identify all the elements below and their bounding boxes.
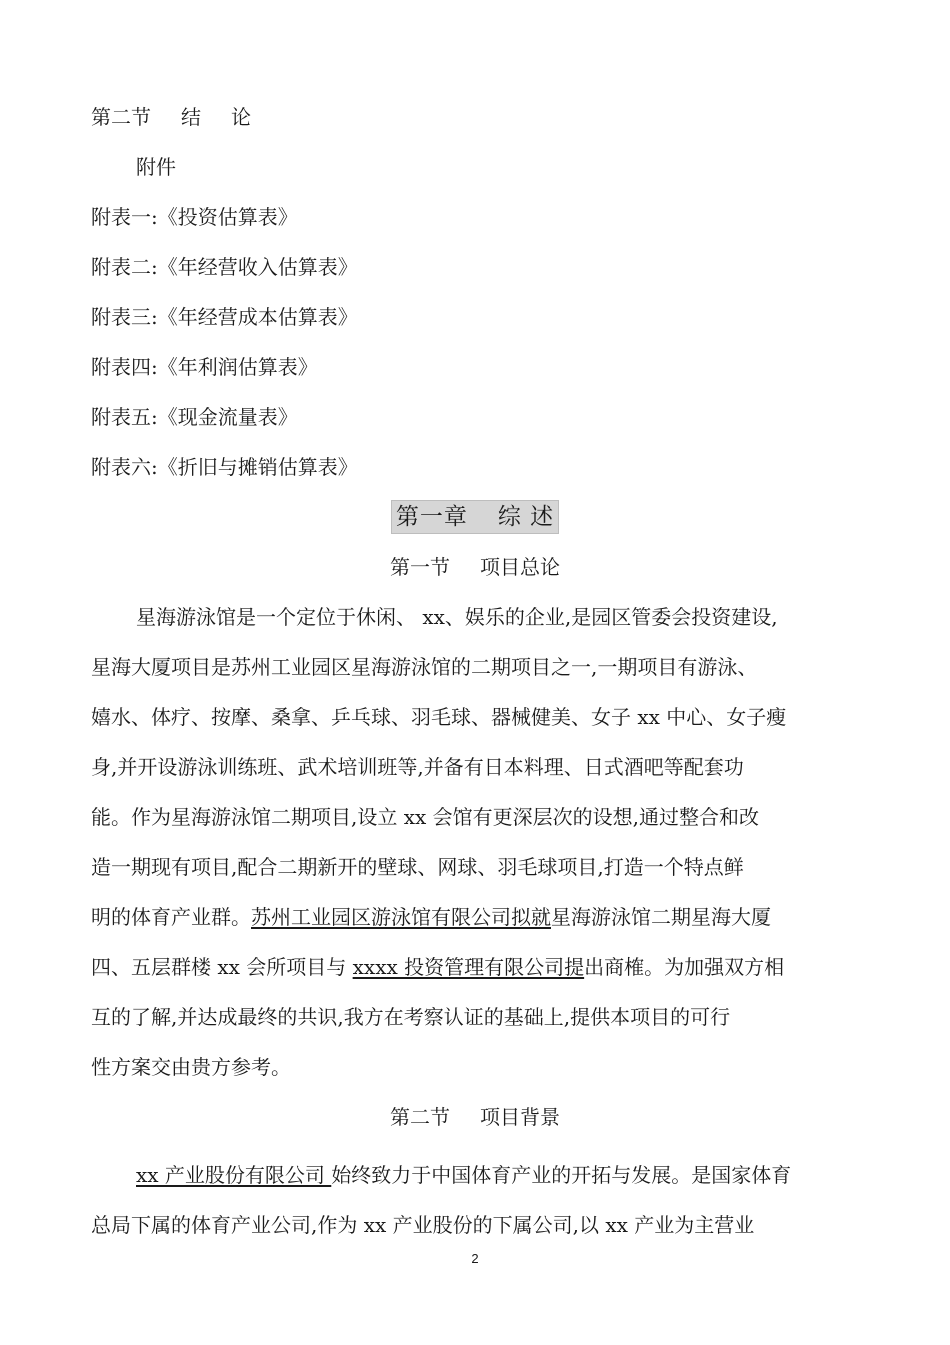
appendix-item: 附表三:《年经营成本估算表》: [91, 305, 358, 329]
text-run: 始终致力于中国体育产业的开拓与发展。是国家体育: [331, 1163, 792, 1187]
paragraph-line: [91, 903, 771, 931]
appendix-item: 附表一:《投资估算表》: [91, 205, 298, 229]
chapter-title: 综 述: [497, 504, 555, 530]
chapter-label: 第一章: [395, 504, 468, 530]
section-title-char: 论: [231, 105, 251, 129]
text-run: 出商榷。为加强双方相: [584, 955, 785, 979]
section-label: 第一节: [390, 555, 450, 579]
paragraph-line: 总局下属的体育产业公司,作为 xx 产业股份的下属公司,以 xx 产业为主营业: [91, 1213, 755, 1237]
appendix-item: 附表四:《年利润估算表》: [91, 355, 318, 379]
paragraph-line: 身,并开设游泳训练班、武术培训班等,并备有日本料理、日式酒吧等配套功: [91, 755, 744, 779]
toc-section-conclusion: [91, 103, 251, 131]
underlined-company-name: xxxx 投资管理有限公司提: [352, 955, 585, 979]
paragraph-line: 造一期现有项目,配合二期新开的壁球、网球、羽毛球项目,打造一个特点鲜: [91, 855, 744, 879]
paragraph-line: 能。作为星海游泳馆二期项目,设立 xx 会馆有更深层次的设想,通过整合和改: [91, 805, 759, 829]
paragraph-line: [136, 1161, 791, 1189]
underlined-company-name: 苏州工业园区游泳馆有限公司拟就: [251, 905, 551, 929]
chapter-heading: [0, 500, 950, 534]
text-run: 四、五层群楼 xx 会所项目与: [91, 955, 353, 979]
section-label: 第二节: [390, 1105, 450, 1129]
chapter-heading-highlight: [391, 500, 559, 534]
section-label: 第二节: [91, 105, 151, 129]
paragraph-line: 性方案交由贵方参考。: [91, 1055, 291, 1079]
paragraph-line: 星海大厦项目是苏州工业园区星海游泳馆的二期项目之一,一期项目有游泳、: [91, 655, 758, 679]
appendix-item: 附表六:《折旧与摊销估算表》: [91, 455, 358, 479]
section-title: 项目总论: [480, 555, 560, 579]
page-number: 2: [471, 1251, 479, 1266]
section-heading-overview: [0, 553, 950, 581]
paragraph-line: 互的了解,并达成最终的共识,我方在考察认证的基础上,提供本项目的可行: [91, 1005, 731, 1029]
paragraph-line: 嬉水、体疗、按摩、桑拿、乒乓球、羽毛球、器械健美、女子 xx 中心、女子瘦: [91, 705, 787, 729]
section-heading-background: [0, 1103, 950, 1131]
section-title-char: 结: [181, 105, 201, 129]
paragraph-line: 星海游泳馆是一个定位于休闲、 xx、娱乐的企业,是园区管委会投资建设,: [136, 605, 778, 629]
text-run: 明的体育产业群。: [91, 905, 251, 929]
appendix-item: 附表五:《现金流量表》: [91, 405, 298, 429]
appendix-item: 附表二:《年经营收入估算表》: [91, 255, 358, 279]
paragraph-line: [91, 953, 784, 981]
section-title: 项目背景: [480, 1105, 560, 1129]
text-run: 星海游泳馆二期星海大厦: [551, 905, 771, 929]
underlined-company-name: xx 产业股份有限公司: [136, 1163, 332, 1187]
appendix-heading: 附件: [136, 155, 176, 179]
